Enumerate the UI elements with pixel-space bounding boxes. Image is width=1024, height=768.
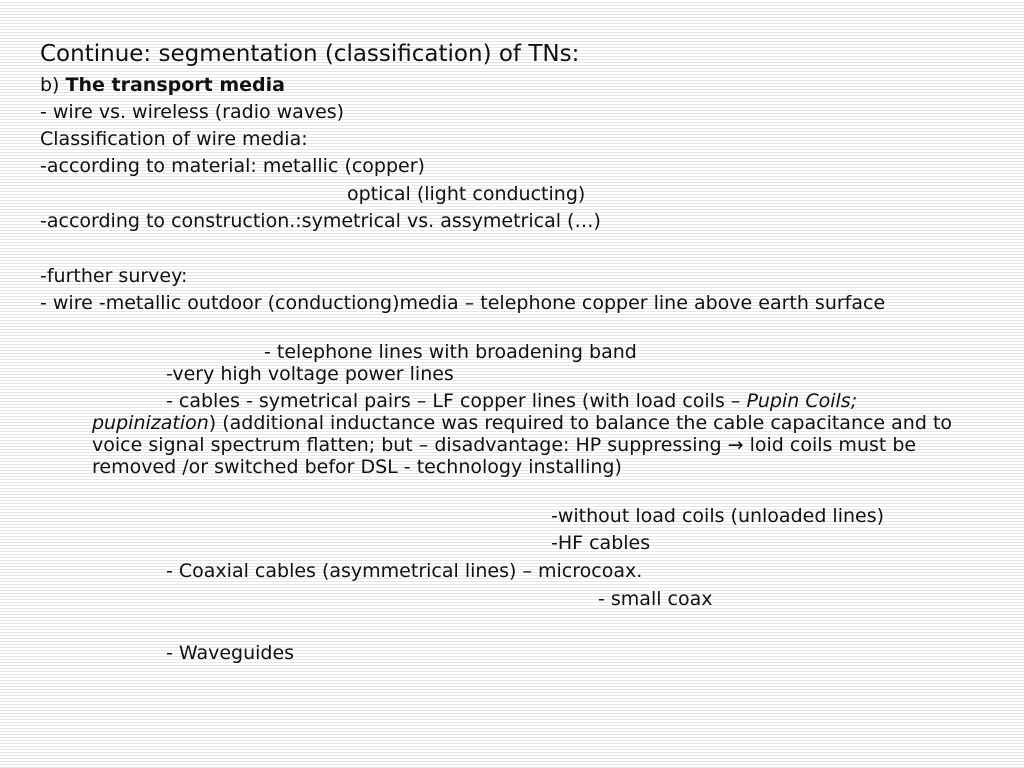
cables-text-1: - cables - symetrical pairs – LF copper lines (with load coils – [166,390,747,412]
material-line: -according to material: metallic (copper) [40,155,425,177]
construction-line: -according to construction.:symetrical vs. assymetrical (…) [40,210,601,232]
high-voltage-line: -very high voltage power lines [166,363,454,385]
cables-paragraph [92,390,982,478]
optical-line: optical (light conducting) [347,183,586,205]
classification-line: Classification of wire media: [40,128,308,150]
subtitle-line [40,74,285,96]
subtitle-prefix: b) [40,74,60,96]
wire-metallic-paragraph: - wire -metallic outdoor (conductiong)media – telephone copper line above earth surface [40,292,886,314]
further-survey-line: -further survey: [40,265,188,287]
coaxial-line: - Coaxial cables (asymmetrical lines) – microcoax. [166,560,643,582]
subtitle-bold: The transport media [65,74,285,96]
hf-cables-line: -HF cables [551,532,651,554]
pupin-coils-italic: Pupin Coils; pupinization [92,390,858,434]
cables-text-2: ) (additional inductance was required to balance the cable capacitance and to voice signal spectrum flatten; but – disadvantage: HP suppressing → loid coils must be removed /or switched befor DSL - technology installing) [92,412,953,478]
small-coax-line: - small coax [598,588,713,610]
without-load-coils-line: -without load coils (unloaded lines) [551,505,885,527]
wire-vs-wireless-line: - wire vs. wireless (radio waves) [40,101,345,123]
waveguides-line: - Waveguides [166,642,295,664]
slide-title: Continue: segmentation (classification) of TNs: [40,41,580,67]
broadening-band-line: - telephone lines with broadening band [264,341,637,363]
